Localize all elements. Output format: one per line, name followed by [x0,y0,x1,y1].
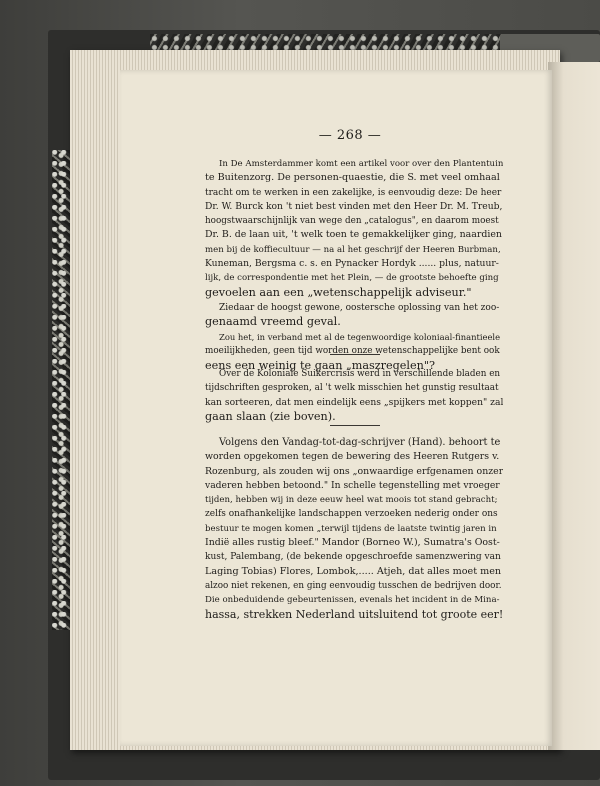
text-line: lijk, de correspondentie met het Plein, — de grootste behoefte ging [205,273,499,284]
text-line: eens een weinig te gaan „maszregelen"? [205,358,435,372]
text-line: Rozenburg, als zouden wij ons „onwaardige erfgenamen onzer [205,465,503,477]
text-line: gaan slaan (zie boven). [205,409,336,423]
text-line: genaamd vreemd geval. [205,315,341,329]
section-divider [330,354,380,355]
text-line: Dr. W. Burck kon 't niet best vinden met den Heer Dr. M. Treub, [205,200,503,212]
text-line: moeilijkheden, geen tijd worden onze wetenschappelijke bent ook [205,346,500,357]
text-line: worden opgekomen tegen de bewering des Heeren Rutgers v. [205,451,500,463]
text-line: Ziedaar de hoogst gewone, oostersche oplossing van het zoo- [219,303,500,313]
text-line: bestuur te mogen komen „terwijl tijdens de laatste twintig jaren in [205,523,497,534]
paragraph-plantentuin [205,157,503,300]
text-line: tijdschriften gesproken, al 't welk misschien het gunstig resultaat [205,383,499,394]
section-divider [330,425,380,426]
text-line: hassa, strekken Nederland uitsluitend tot groote eer! [205,607,503,621]
text-line: te Buitenzorg. De personen-quaestie, die S. met veel omhaal [205,172,500,184]
text-line: Dr. B. de laan uit, 't welk toen te gemakkelijker ging, naardien [205,229,502,241]
text-line: kust, Palembang, (de bekende opgeschroefde samenzwering van [205,552,501,563]
text-line: Die onbeduidende gebeurtenissen, evenals het incident in de Mina- [205,595,500,606]
text-line: tijden, hebben wij in deze eeuw heel wat moois tot stand gebracht; [205,495,498,506]
text-line: Indië alles rustig bleef." Mandor (Borneo W.), Sumatra's Oost- [205,537,500,549]
paragraph-suikercrisis [205,367,503,424]
book-page [120,70,552,746]
text-line: Kuneman, Bergsma c. s. en Pynacker Hordyk ...... plus, natuur- [205,258,499,270]
paragraph-vandag-tot-dag [205,436,503,622]
page-number: — 268 — [318,128,382,143]
text-line: zelfs onafhankelijke landschappen verzoeken nederig onder ons [205,509,498,520]
text-line: alzoo niet rekenen, en ging eenvoudig tusschen de bedrijven door. [205,580,502,591]
text-line: tracht om te werken in een zakelijke, is eenvoudig deze: De heer [205,187,502,198]
text-line: hoogstwaarschijnlijk van wege den „catalogus", en daarom moest [205,216,499,227]
text-line: men bij de koffiecultuur — na al het geschrijf der Heeren Burbman, [205,244,501,255]
text-line: Zou het, in verband met al de tegenwoordige koloniaal-finantieele [219,332,501,342]
text-line: gevoelen aan een „wetenschappelijk adviseur." [205,285,472,299]
text-line: In De Amsterdammer komt een artikel voor over den Plantentuin [219,159,503,169]
text-line: Volgens den Vandag-tot-dag-schrijver (Hand). behoort te [219,437,501,448]
text-line: Over de Koloniale Suikercrisis werd in verschillende bladen en [219,369,501,379]
text-line: Laging Tobias) Flores, Lombok,..... Atjeh, dat alles moet men [205,565,502,577]
text-line: vaderen hebben betoond." In schelle tegenstelling met vroeger [205,479,500,491]
paragraph-ziedaar [205,301,503,330]
text-line: kan sorteeren, dat men eindelijk eens „spijkers met koppen" zal [205,396,503,408]
